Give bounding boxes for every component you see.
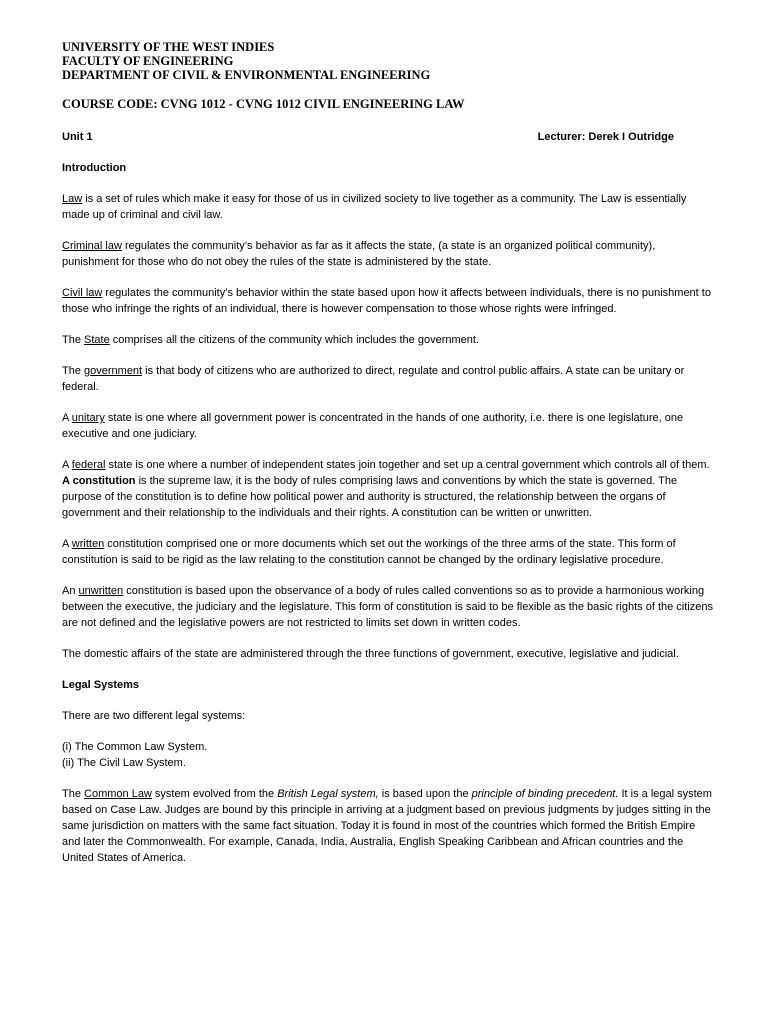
course-code: COURSE CODE: CVNG 1012 - CVNG 1012 CIVIL ENGINEERING LAW (62, 97, 465, 111)
paragraph-written (62, 536, 714, 568)
paragraph-civil-law (62, 285, 714, 317)
term-law: Law (62, 193, 83, 205)
document-header (62, 40, 714, 82)
paragraph-text: is a set of rules which make it easy for those of us in civilized society to live together as a community. The Law is essentially made up of criminal and civil law. (62, 193, 687, 221)
paragraph-text: state is one where all government power is concentrated in the hands of one authority, i.e. there is one legislature, one executive and one judiciary. (62, 412, 684, 440)
department-name: DEPARTMENT OF CIVIL & ENVIRONMENTAL ENGINEERING (62, 68, 431, 82)
unit-label: Unit 1 (62, 131, 93, 143)
term-unwritten: unwritten (78, 585, 124, 597)
paragraph-text: The (62, 788, 85, 800)
list-item: (ii) The Civil Law System. (62, 757, 186, 769)
term-federal: federal (71, 459, 106, 471)
paragraph-text: A (62, 459, 72, 471)
paragraph-text: state is one where a number of independent states join together and set up a central government which controls all of them. (105, 459, 710, 471)
paragraph-federal (62, 457, 714, 473)
paragraph-text: regulates the community’s behavior within the state based upon how it affects between individuals, there is no punishment to those who infringe the rights of an individual, there is however compensation to those whose rights were infringed. (62, 287, 711, 315)
term-civil-law: Civil law (62, 287, 103, 299)
paragraph-text: A (62, 538, 72, 550)
paragraph-domestic-affairs: The domestic affairs of the state are administered through the three functions of government, executive, legislative and judicial. (62, 648, 679, 660)
paragraph-text: is the supreme law, it is the body of rules comprising laws and conventions by which the state is governed. The purpose of the constitution is to define how political power and authority is structured, the relationship between the organs of government and their relationship to the individuals and their rights. A constitution can be written or unwritten. (62, 475, 678, 519)
paragraph-constitution (62, 473, 714, 521)
faculty-name: FACULTY OF ENGINEERING (62, 54, 234, 68)
paragraph-text: comprises all the citizens of the community which includes the government. (109, 334, 479, 346)
paragraph-text: It is a legal system based on Case Law. Judges are bound by this principle in arriving at a judgment based on previous judgments by judges sitting in the same jurisdiction on matters with the same fact situation. Today it is found in most of the countries which formed the British Empire and later the Commonwealth. For example, Canada, India, Australia, English Speaking Caribbean and African countries and the United States of America. (62, 788, 712, 864)
list-item: (i) The Common Law System. (62, 741, 208, 753)
paragraph-text: An (62, 585, 79, 597)
term-constitution: A constitution (62, 475, 136, 487)
unit-row (62, 129, 674, 145)
paragraph-law (62, 191, 714, 223)
italic-british-legal-system: British Legal system, (277, 788, 379, 800)
paragraph-two-systems: There are two different legal systems: (62, 710, 246, 722)
paragraph-text: The (62, 334, 85, 346)
legal-systems-list (62, 739, 714, 771)
term-unitary: unitary (71, 412, 105, 424)
paragraph-unitary (62, 410, 714, 442)
term-common-law: Common Law (84, 788, 152, 800)
lecturer-label: Lecturer: Derek I Outridge (537, 131, 674, 143)
paragraph-text: is based upon the (378, 788, 472, 800)
paragraph-criminal-law (62, 238, 714, 270)
paragraph-text: system evolved from the (151, 788, 278, 800)
term-written: written (71, 538, 105, 550)
legal-systems-heading: Legal Systems (62, 679, 140, 691)
paragraph-government (62, 363, 714, 395)
paragraph-state (62, 332, 714, 348)
paragraph-text: The (62, 365, 85, 377)
introduction-heading: Introduction (62, 162, 127, 174)
paragraph-unwritten (62, 583, 714, 631)
paragraph-common-law (62, 786, 714, 866)
document-page (62, 40, 714, 866)
paragraph-text: A (62, 412, 72, 424)
paragraph-text: constitution is based upon the observance of a body of rules called conventions so as to provide a harmonious working between the executive, the judiciary and the legislature. This form of constitution is said to be flexible as the basic rights of the citizens are not defined and the legislative powers are not restricted to limits set down in written codes. (62, 585, 713, 629)
paragraph-text: regulates the community’s behavior as far as it affects the state, (a state is an organized political community), punishment for those who do not obey the rules of the state is administered by the state. (62, 240, 656, 268)
university-name: UNIVERSITY OF THE WEST INDIES (62, 40, 275, 54)
term-state: State (84, 334, 110, 346)
term-government: government (84, 365, 143, 377)
term-criminal-law: Criminal law (62, 240, 122, 252)
paragraph-text: is that body of citizens who are authorized to direct, regulate and control public affairs. A state can be unitary or federal. (62, 365, 685, 393)
italic-binding-precedent: principle of binding precedent. (471, 788, 619, 800)
paragraph-text: constitution comprised one or more documents which set out the workings of the three arms of the state. This form of constitution is said to be rigid as the law relating to the constitution cannot be changed by the ordinary legislative procedure. (62, 538, 676, 566)
